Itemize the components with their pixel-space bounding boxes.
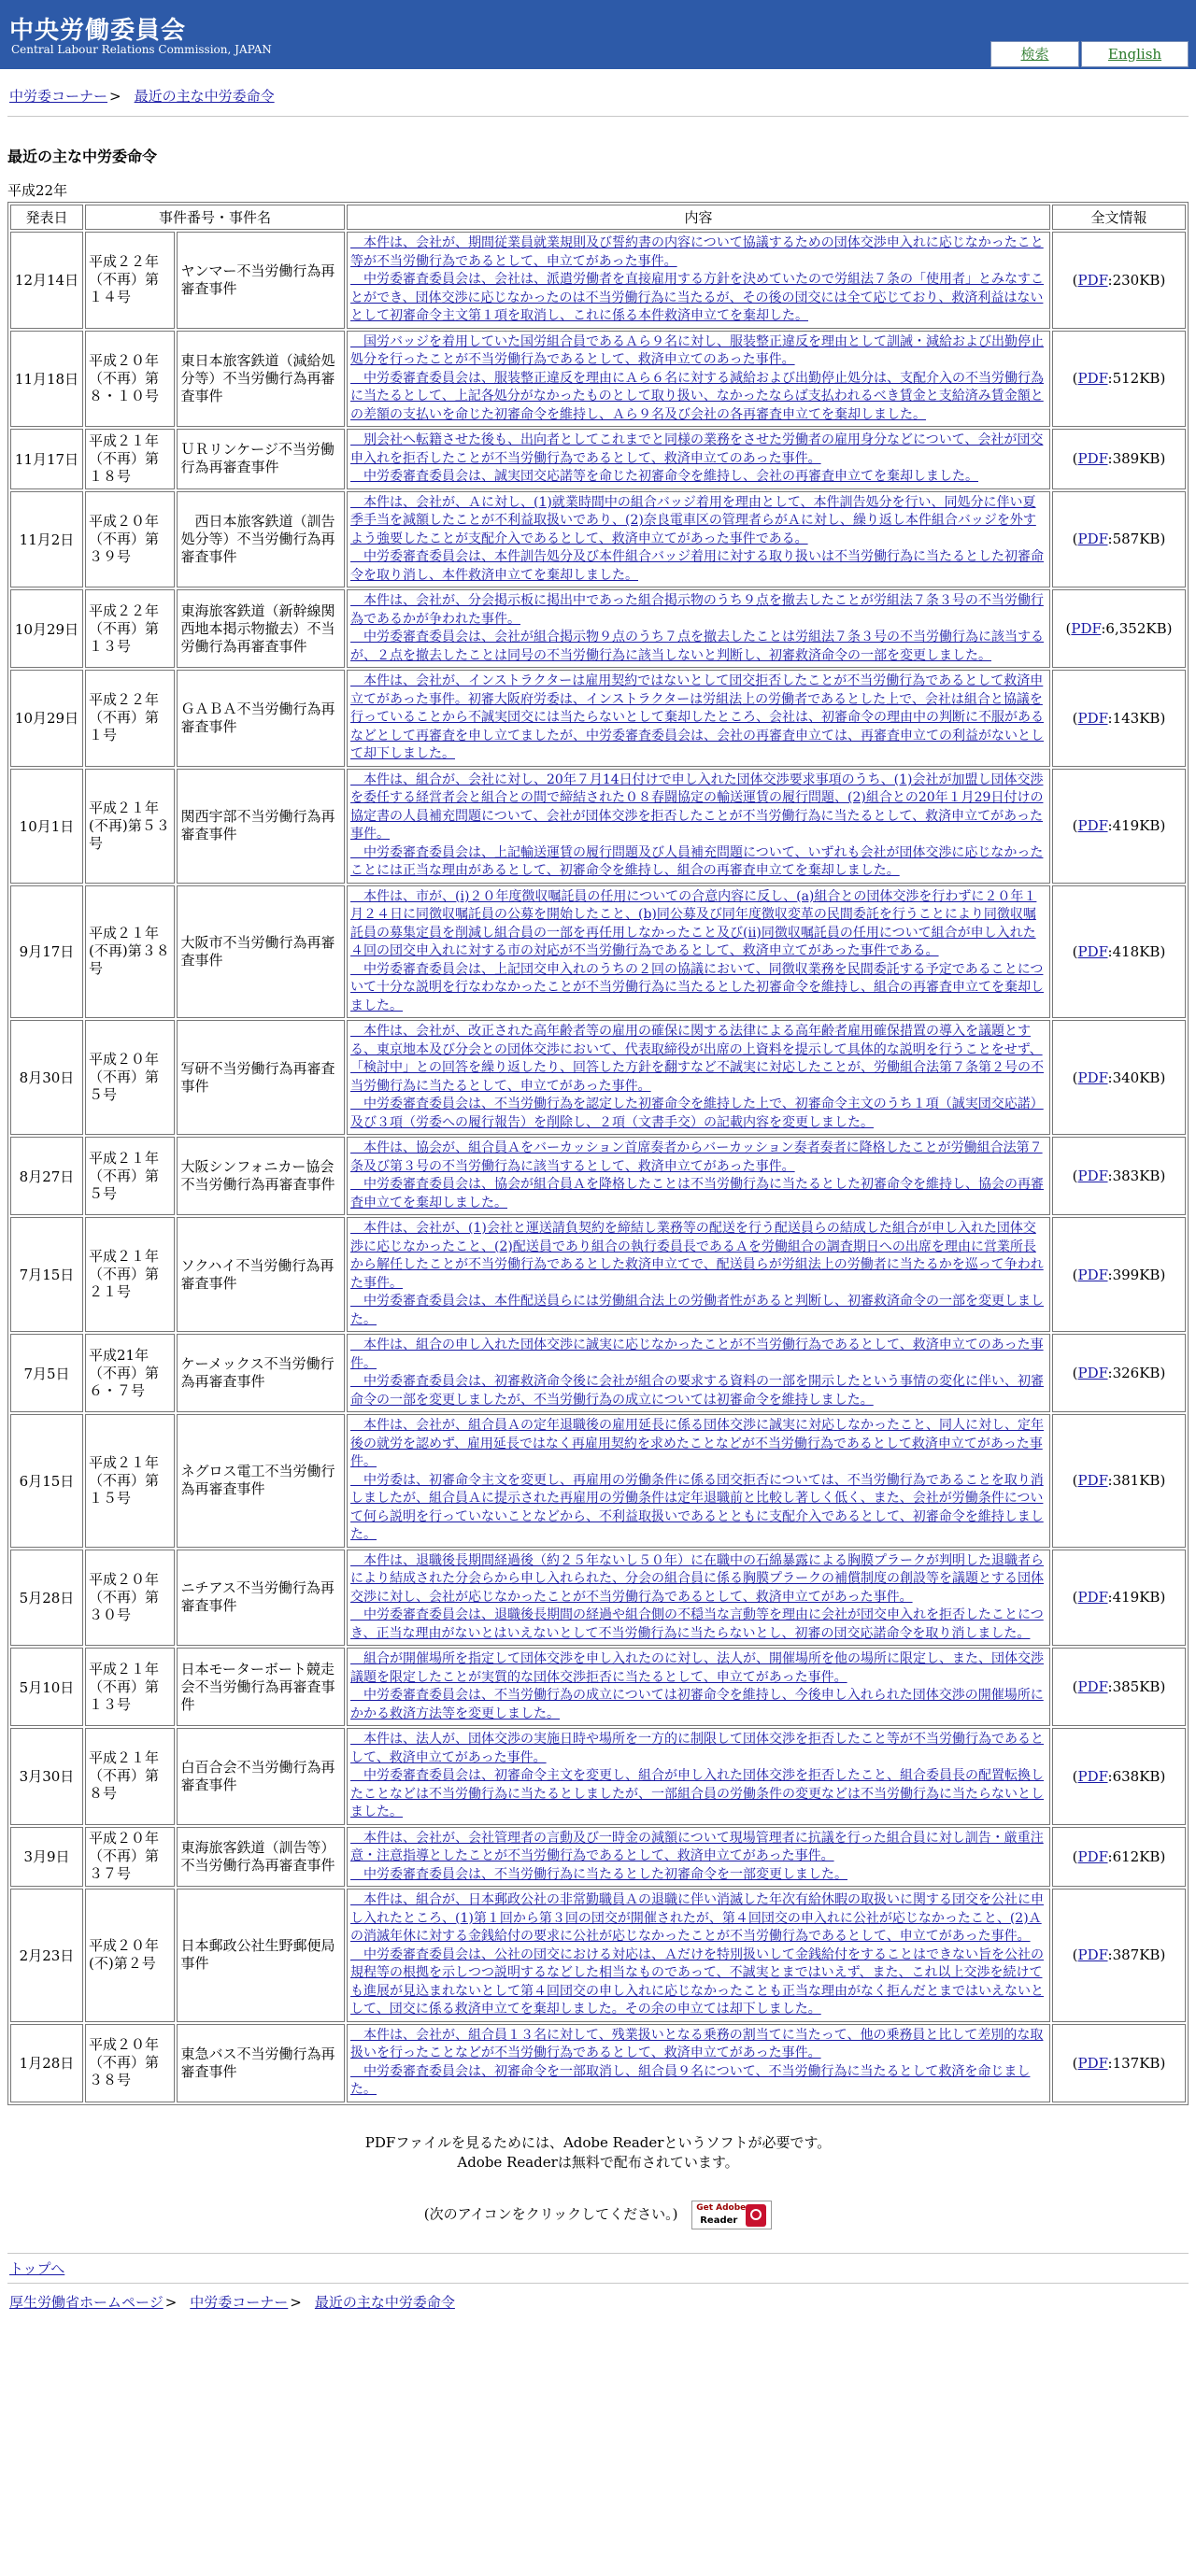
file-size: :387KB [1107, 1946, 1160, 1964]
badge-text: Reader [700, 2215, 738, 2226]
case-summary-link[interactable]: 本件は、会社が、組合員１３名に対して、残業扱いとなる乗務の割当てに当たって、他の乗務員と比して差別的な取扱いを行ったことなどが不当労働行為であるとして、救済申立てがあった事件。 中労委審査委員会は、初審命令を一部取消し、組合員９名について、不当労働行為に当たるとして救済を命じました。 [350, 2027, 1044, 2097]
release-date: 9月17日 [10, 885, 83, 1019]
case-summary-cell [347, 1827, 1050, 1888]
file-size: :6,352KB [1101, 620, 1167, 637]
breadcrumb-top [9, 86, 275, 106]
case-summary-cell [347, 769, 1050, 884]
case-name: ＧＡＢＡ不当労働行為再審査事件 [177, 670, 345, 767]
case-summary-cell [347, 1648, 1050, 1726]
breadcrumb-link[interactable]: 中労委コーナー [190, 2294, 289, 2311]
fulltext-cell: (PDF:418KB) [1052, 885, 1186, 1019]
table-row [10, 1550, 1186, 1647]
fulltext-cell: (PDF:143KB) [1052, 670, 1186, 767]
case-number: 平成２１年（不再）第１８号 [85, 429, 175, 489]
release-date: 3月9日 [10, 1827, 83, 1888]
case-name: 東海旅客鉄道（訓告等）不当労働行為再審査事件 [177, 1827, 345, 1888]
site-header [0, 0, 1196, 69]
pdf-link[interactable]: PDF [1077, 271, 1108, 289]
pdf-link[interactable]: PDF [1077, 942, 1108, 960]
pdf-link[interactable]: PDF [1077, 1266, 1108, 1283]
adobe-reader-row [0, 2201, 1196, 2229]
pdf-link[interactable]: PDF [1071, 620, 1102, 637]
case-number: 平成２０年（不再）第３０号 [85, 1550, 175, 1647]
pdf-link[interactable]: PDF [1077, 1365, 1108, 1381]
case-summary-cell [347, 1550, 1050, 1647]
case-summary-link[interactable]: 本件は、会社が、組合員Ａの定年退職後の雇用延長に係る団体交渉に誠実に対応しなかったこと、同人に対し、定年後の就労を認めず、雇用延長ではなく再雇用契約を求めたことなどが不当労働行為であるとして救済申立てがあった事件。 中労委は、初審命令主文を変更し、再雇用の労働条件に係る団交拒否については、不当労働行為であることを取り消しましたが、組合員Ａに提示された再雇用の労働条件は定年退職前と比較し著しく低く、また、会社が労働条件について何ら説明を行っていないことなどから、不利益取扱いであるとともに支配介入であるとして、初審命令を維持しました。 [350, 1418, 1044, 1542]
table-row [10, 1217, 1186, 1332]
divider [7, 2253, 1189, 2254]
pdf-link[interactable]: PDF [1077, 1767, 1108, 1785]
case-summary-cell [347, 1020, 1050, 1135]
release-date: 11月17日 [10, 429, 83, 489]
case-summary-link[interactable]: 本件は、協会が、組合員Ａをバーカッション首席奏者からバーカッション奏者奏者に降格したことが労働組合法第７条及び第３号の不当労働行為に該当するとして、救済申立てがあった事件。 中労委審査委員会は、協会が組合員Ａを降格したことは不当労働行為に当たるとした初審命令を維持し、協会の再審査申立てを棄却しました。 [350, 1140, 1044, 1210]
case-name: 西日本旅客鉄道（訓告処分等）不当労働行為再審査事件 [177, 491, 345, 588]
breadcrumb-separator: > [290, 2294, 302, 2311]
fulltext-cell: (PDF:385KB) [1052, 1648, 1186, 1726]
release-date: 10月1日 [10, 769, 83, 884]
breadcrumb-bottom [9, 2292, 455, 2312]
get-adobe-reader-icon[interactable] [691, 2201, 772, 2229]
pdf-link[interactable]: PDF [1077, 1168, 1108, 1184]
breadcrumb-link[interactable]: 中労委コーナー [9, 88, 108, 105]
year-label: 平成22年 [7, 182, 68, 199]
case-number: 平成２０年（不再）第３９号 [85, 491, 175, 588]
divider [7, 116, 1189, 117]
column-header-case: 事件番号・事件名 [85, 205, 345, 230]
case-summary-link[interactable]: 本件は、会社が、期間従業員就業規則及び誓約書の内容について協議するための団体交渉申入れに応じなかったこと等が不当労働行為であるとして、申立てがあった事件。 中労委審査委員会は、会社は、派遣労働者を直接雇用する方針を決めていたので労組法７条の「使用者」とみなすことができ、団体交渉に応じなかったのは不当労働行為に当たるが、その後の団交には全て応じており、救済利益はないとして初審命令主文第１項を取消し、これに係る本件救済申立てを棄却した。 [350, 235, 1044, 323]
pdf-link[interactable]: PDF [1077, 1678, 1108, 1695]
adobe-logo-icon [746, 2204, 766, 2227]
table-row [10, 1827, 1186, 1888]
table-row [10, 885, 1186, 1019]
pdf-link[interactable]: PDF [1077, 817, 1108, 834]
fulltext-cell: (PDF:612KB) [1052, 1827, 1186, 1888]
pdf-link[interactable]: PDF [1077, 2054, 1108, 2072]
pdf-link[interactable]: PDF [1077, 370, 1108, 388]
table-row [10, 1414, 1186, 1548]
table-row [10, 670, 1186, 767]
file-size: :143KB [1107, 709, 1160, 727]
pdf-link[interactable]: PDF [1077, 1847, 1108, 1865]
file-size: :340KB [1107, 1069, 1160, 1086]
case-number: 平成２２年（不再）第１３号 [85, 589, 175, 668]
fulltext-cell: (PDF:383KB) [1052, 1137, 1186, 1215]
case-number: 平成２１年(不再)第３８号 [85, 885, 175, 1019]
table-row [10, 232, 1186, 329]
case-name: ニチアス不当労働行為再審査事件 [177, 1550, 345, 1647]
case-number: 平成２１年（不再）第８号 [85, 1728, 175, 1825]
case-name: 大阪シンフォニカー協会不当労働行為再審査事件 [177, 1137, 345, 1215]
case-summary-link[interactable]: 本件は、組合の申し入れた団体交渉に誠実に応じなかったことが不当労働行為であるとして、救済申立てのあった事件。 中労委審査委員会は、初審救済命令後に会社が組合の要求する資料の一部を開示したという事情の変化に伴い、初審命令の一部を変更しましたが、不当労働行為の成立については初審命令を維持しました。 [350, 1338, 1044, 1408]
case-name: ケーメックス不当労働行為再審査事件 [177, 1334, 345, 1412]
case-number: 平成２１年（不再）第１３号 [85, 1648, 175, 1726]
case-summary-cell [347, 1414, 1050, 1548]
case-number: 平成２０年（不再）第８・１０号 [85, 331, 175, 428]
table-row [10, 1889, 1186, 2022]
release-date: 7月5日 [10, 1334, 83, 1412]
pdf-note-line: PDFファイルを見るためには、Adobe Readerというソフトが必要です。 [364, 2134, 832, 2151]
table-row [10, 769, 1186, 884]
release-date: 11月18日 [10, 331, 83, 428]
case-summary-cell [347, 331, 1050, 428]
case-name: 関西宇部不当労働行為再審査事件 [177, 769, 345, 884]
case-summary-cell [347, 1137, 1050, 1215]
release-date: 8月27日 [10, 1137, 83, 1215]
divider [7, 2283, 1189, 2284]
case-summary-link[interactable]: 本件は、会社が、インストラクターは雇用契約ではないとして団交拒否したことが不当労働行為であるとして救済申立てがあった事件。初審大阪府労委は、インストラクターは労組法上の労働者であるとした上で、会社は組合と協議を行っていることから不誠実団交には当たらないとして棄却したところ、会社は、初審命令の理由中の判断に不服があるなどとして再審査を申し立てましたが、中労委審査委員会は、会社の再審査申立ては、再審査申立ての利益がないとして却下しました。 [350, 673, 1044, 761]
top-link-row [9, 2258, 64, 2278]
case-summary-link[interactable]: 国労バッジを着用していた国労組合員であるＡら９名に対し、服装整正違反を理由として訓誡・減給および出勤停止処分を行ったことが不当労働行為であるとして、救済申立てのあった事件。 中労委審査委員会は、服装整正違反を理由にＡら６名に対する減給および出勤停止処分は、支配介入の不当労働行為に当たるとして、上記各処分がなかったものとして取り扱い、なかったならば支払われるべき賃金と支給済み賃金額との差額の支払いを命じた初審命令を維持し、Ａら９名及び会社の各再審査申立てを棄却しました。 [350, 333, 1044, 422]
case-summary-link[interactable]: 本件は、会社が、Ａに対し、(1)就業時間中の組合バッジ着用を理由として、本件訓告処分を行い、同処分に伴い夏季手当を減額したことが不利益取扱いであり、(2)奈良電車区の管理者らがＡに対し、繰り返し本件組合バッジを外すよう強要したことが支配介入であるとして、救済申立てがあった事件である。 中労委審査委員会は、本件訓告処分及び本件組合バッジ着用に対する取り扱いは不当労働行為に当たるとした初審命令を取り消し、本件救済申立てを棄却しました。 [350, 494, 1044, 583]
fulltext-cell: (PDF:419KB) [1052, 769, 1186, 884]
case-summary-link[interactable]: 本件は、市が、(i)２０年度徴収嘱託員の任用についての合意内容に反し、(a)組合との団体交渉を行わずに２０年１月２４日に同徴収嘱託員の公募を開始したこと、(b)同公募及び同年度徴収変革の民間委託を行うことにより同徴収嘱託員の募集定員を削減し組合員の一部を再任用しなかったこと及び(ii)同徴収嘱託員の任用について組合が申し入れた４回の団交申入れに対する市の対応が不当労働行為であるとして、救済申立てがあった事件である。 中労委審査委員会は、上記団交申入れのうちの２回の協議において、同徴収業務を民間委託する予定であることについて十分な説明を行なわなかったことが不当労働行為に当たるとした初審命令を維持し、組合の再審査申立てを棄却しました。 [350, 888, 1044, 1013]
case-summary-cell [347, 1334, 1050, 1412]
case-name: ＵＲリンケージ不当労働行為再審査事件 [177, 429, 345, 489]
case-name: ソクハイ不当労働行為再審査事件 [177, 1217, 345, 1332]
file-size: :419KB [1107, 817, 1160, 834]
pdf-link[interactable]: PDF [1077, 709, 1108, 727]
site-subtitle: Central Labour Relations Commission, JAPAN [11, 43, 272, 56]
fulltext-cell: (PDF:230KB) [1052, 232, 1186, 329]
case-number: 平成２１年（不再）第１５号 [85, 1414, 175, 1548]
release-date: 10月29日 [10, 589, 83, 668]
page-title: 最近の主な中労委命令 [7, 148, 158, 165]
fulltext-cell: (PDF:381KB) [1052, 1414, 1186, 1548]
top-link[interactable]: トップへ [9, 2260, 65, 2277]
case-number: 平成２２年（不再）第１号 [85, 670, 175, 767]
case-summary-link[interactable]: 本件は、会社が、(1)会社と運送請負契約を締結し業務等の配送を行う配送員らの結成した組合が申し入れた団体交渉に応じなかったこと、(2)配送員であり組合の執行委員長であるＡを労働組合の調査期日への出席を理由に営業所長から解任したことが不当労働行為であるとした救済申立てで、配送員らが労組法上の労働者に当たるかを巡って争われた事件。 中労委審査委員会は、本件配送員らには労働組合法上の労働者性があると判断し、初審救済命令の一部を変更しました。 [350, 1221, 1044, 1327]
case-summary-cell [347, 1889, 1050, 2022]
release-date: 8月30日 [10, 1020, 83, 1135]
case-name: 日本モーターボート競走会不当労働行為再審査事件 [177, 1648, 345, 1726]
release-date: 5月10日 [10, 1648, 83, 1726]
release-date: 1月28日 [10, 2024, 83, 2102]
file-size: :381KB [1107, 1472, 1160, 1490]
case-summary-cell [347, 589, 1050, 668]
release-date: 10月29日 [10, 670, 83, 767]
case-summary-link[interactable]: 本件は、組合が、日本郵政公社の非常勤職員Ａの退職に伴い消滅した年次有給休暇の取扱いに関する団交を公社に申し入れたところ、(1)第１回から第３回の団交が開催されたが、第４回団交の申入れに公社が応じなかったこと、(2)Ａの消滅年休に対する金銭給付の要求に公社が応じなかったことが不当労働行為であるとして、申立てがあった事件。 中労委審査委員会は、公社の団交における対応は、Ａだけを特別扱いして金銭給付をすることはできない旨を公社の規程等の根拠を示しつつ説明するなどした相当なものであって、不誠実とまではいえず、また、これ以上交渉を続けても進展が見込まれないとして第４回団交の申し入れに応じなかったことも正当な理由がなく拒んだとまではいえないとして、団交に係る救済申立てを棄却しました。その余の申立ては却下しました。 [350, 1892, 1044, 2017]
file-size: :419KB [1107, 1589, 1160, 1606]
file-size: :389KB [1107, 450, 1160, 468]
search-button[interactable] [990, 41, 1079, 67]
case-summary-link[interactable]: 本件は、会社が、改正された高年齢者等の雇用の確保に関する法律による高年齢者雇用確保措置の導入を議題とする、東京地本及び分会との団体交渉において、代表取締役が出席の上資料を提示して具体的な説明を行うことをせず、「検討中」との回答を繰り返したり、回答した方針を翻すなど不誠実に対応したことが、労働組合法第７条第２号の不当労働行為に当たるとして、申立てがあった事件。 中労委審査委員会は、不当労働行為を認定した初審命令を維持した上で、初審命令主文のうち１項（誠実団交応諾）及び３項（労委への履行報告）を削除し、２項（文書手交）の記載内容を変更しました。 [350, 1024, 1044, 1130]
file-size: :385KB [1107, 1678, 1160, 1695]
english-link[interactable]: English [1107, 46, 1162, 63]
case-number: 平成２２年（不再）第１４号 [85, 232, 175, 329]
table-row [10, 1334, 1186, 1412]
breadcrumb-link[interactable]: 最近の主な中労委命令 [134, 88, 275, 105]
release-date: 2月23日 [10, 1889, 83, 2022]
pdf-note [0, 2133, 1196, 2173]
english-button[interactable] [1081, 41, 1189, 67]
pdf-link[interactable]: PDF [1077, 1069, 1108, 1086]
table-row [10, 1648, 1186, 1726]
release-date: 6月15日 [10, 1414, 83, 1548]
case-number: 平成２０年（不再）第３８号 [85, 2024, 175, 2102]
case-number: 平成２０年（不再）第３７号 [85, 1827, 175, 1888]
table-row [10, 331, 1186, 428]
case-number: 平成21年（不再）第６・７号 [85, 1334, 175, 1412]
case-summary-link[interactable]: 本件は、組合が、会社に対し、20年７月14日付けで申し入れた団体交渉要求事項のうち、(1)会社が加盟し団体交渉を委任する経営者会と組合との間で締結された０８春闘協定の輸送運賃の履行問題、(2)組合との20年１月29日付けの協定書の人員補充問題について、会社が団体交渉を拒否したことが不当労働行為に当たるとして、救済申立てがあった事件。 中労委審査委員会は、上記輸送運賃の履行問題及び人員補充問題について、いずれも会社が団体交渉に応じなかったことには正当な理由があるとして、初審命令を維持し、組合の再審査申立てを棄却しました。 [350, 771, 1044, 878]
pdf-link[interactable]: PDF [1077, 1946, 1108, 1964]
fulltext-cell: (PDF:638KB) [1052, 1728, 1186, 1825]
case-name: 東海旅客鉄道（新幹線関西地本掲示物撤去）不当労働行為再審査事件 [177, 589, 345, 668]
table-row [10, 491, 1186, 588]
case-summary-link[interactable]: 別会社へ転籍させた後も、出向者としてこれまでと同様の業務をさせた労働者の雇用身分などについて、会社が団交申入れを拒否したことが不当労働行為であるとして、救済申立てのあった事件。 中労委審査委員会は、誠実団交応諾等を命じた初審命令を維持し、会社の再審査申立てを棄却しました。 [350, 432, 1044, 484]
release-date: 3月30日 [10, 1728, 83, 1825]
fulltext-cell: (PDF:137KB) [1052, 2024, 1186, 2102]
release-date: 12月14日 [10, 232, 83, 329]
column-header-fulltext: 全文情報 [1052, 205, 1186, 230]
breadcrumb-link[interactable]: 厚生労働省ホームページ [9, 2294, 164, 2311]
file-size: :399KB [1107, 1266, 1160, 1283]
site-title[interactable]: 中央労働委員会 [9, 17, 187, 45]
case-name: 日本郵政公社生野郵便局事件 [177, 1889, 345, 2022]
case-name: ネグロス電工不当労働行為再審査事件 [177, 1414, 345, 1548]
table-row [10, 1728, 1186, 1825]
file-size: :638KB [1107, 1767, 1160, 1785]
case-number: 平成２０年(不)第２号 [85, 1889, 175, 2022]
fulltext-cell: (PDF:389KB) [1052, 429, 1186, 489]
case-summary-cell [347, 232, 1050, 329]
table-row [10, 429, 1186, 489]
release-date: 5月28日 [10, 1550, 83, 1647]
file-size: :230KB [1107, 271, 1160, 289]
orders-table [7, 202, 1189, 2105]
case-summary-cell [347, 1728, 1050, 1825]
table-row [10, 589, 1186, 668]
file-size: :137KB [1107, 2054, 1160, 2072]
case-name: ヤンマー不当労働行為再審査事件 [177, 232, 345, 329]
case-number: 平成２１年(不再)第５３号 [85, 769, 175, 884]
table-row [10, 1020, 1186, 1135]
table-header-row [10, 205, 1186, 230]
file-size: :512KB [1107, 370, 1160, 388]
case-name: 白百合会不当労働行為再審査事件 [177, 1728, 345, 1825]
breadcrumb-link[interactable]: 最近の主な中労委命令 [314, 2294, 455, 2311]
pdf-link[interactable]: PDF [1077, 450, 1108, 468]
case-summary-cell [347, 491, 1050, 588]
table-row [10, 1137, 1186, 1215]
case-number: 平成２１年（不再）第５号 [85, 1137, 175, 1215]
search-link[interactable]: 検索 [1020, 46, 1049, 63]
click-icon-note: (次のアイコンをクリックしてください。) [423, 2205, 678, 2223]
case-summary-link[interactable]: 本件は、法人が、団体交渉の実施日時や場所を一方的に制限して団体交渉を拒否したこと等が不当労働行為であるとして、救済申立てがあった事件。 中労委審査委員会は、初審命令主文を変更し、組合が申し入れた団体交渉を拒否したこと、組合委員長の配置転換したことなどは不当労働行為に当たるとしましたが、一部組合員の労働条件の変更などは不当労働行為に当たらないとしました。 [350, 1732, 1044, 1819]
pdf-note-line: Adobe Readerは無料で配布されています。 [457, 2154, 739, 2171]
case-summary-link[interactable]: 本件は、会社が、会社管理者の言動及び一時金の減額について現場管理者に抗議を行った組合員に対し訓告・厳重注意・注意指導としたことが不当労働行為であるとして、救済申立てがあった事件。 中労委審査委員会は、不当労働行為に当たるとした初審命令を一部変更しました。 [350, 1830, 1044, 1882]
file-size: :383KB [1107, 1168, 1160, 1184]
case-summary-cell [347, 2024, 1050, 2102]
table-row [10, 2024, 1186, 2102]
breadcrumb-separator: > [109, 88, 121, 105]
case-number: 平成２０年（不再）第５号 [85, 1020, 175, 1135]
file-size: :418KB [1107, 942, 1160, 960]
file-size: :326KB [1107, 1365, 1160, 1381]
file-size: :587KB [1107, 531, 1160, 548]
fulltext-cell: (PDF:512KB) [1052, 331, 1186, 428]
case-name: 写研不当労働行為再審査事件 [177, 1020, 345, 1135]
case-name: 東日本旅客鉄道（減給処分等）不当労働行為再審査事件 [177, 331, 345, 428]
column-header-date: 発表日 [10, 205, 83, 230]
fulltext-cell: (PDF:387KB) [1052, 1889, 1186, 2022]
case-name: 大阪市不当労働行為再審査事件 [177, 885, 345, 1019]
pdf-link[interactable]: PDF [1077, 1472, 1108, 1490]
case-summary-link[interactable]: 組合が開催場所を指定して団体交渉を申し入れたのに対し、法人が、開催場所を他の場所に限定し、また、団体交渉議題を限定したことが実質的な団体交渉拒否に当たるとして、申立てがあった事件。 中労委審査委員会は、不当労働行為の成立については初審命令を維持し、今後申し入れられた団体交渉の開催場所にかかる救済方法等を変更しました。 [350, 1651, 1044, 1721]
column-header-content: 内容 [347, 205, 1050, 230]
fulltext-cell: (PDF:326KB) [1052, 1334, 1186, 1412]
pdf-link[interactable]: PDF [1077, 531, 1108, 548]
case-summary-cell [347, 1217, 1050, 1332]
fulltext-cell: (PDF:587KB) [1052, 491, 1186, 588]
breadcrumb-separator: > [164, 2294, 178, 2311]
fulltext-cell: (PDF:6,352KB) [1052, 589, 1186, 668]
release-date: 7月15日 [10, 1217, 83, 1332]
badge-text: Get Adobe [696, 2203, 747, 2213]
case-summary-link[interactable]: 本件は、会社が、分会掲示板に掲出中であった組合掲示物のうち９点を撤去したことが労組法７条３号の不当労働行為であるかが争われた事件。 中労委審査委員会は、会社が組合掲示物９点のうち７点を撤去したことは労組法７条３号の不当労働行為に該当するが、２点を撤去したことは同号の不当労働行為に該当しないと判断し、初審救済命令の一部を変更しました。 [350, 593, 1044, 663]
case-summary-cell [347, 670, 1050, 767]
case-number: 平成２１年（不再）第２１号 [85, 1217, 175, 1332]
case-name: 東急バス不当労働行為再審査事件 [177, 2024, 345, 2102]
release-date: 11月2日 [10, 491, 83, 588]
case-summary-cell [347, 429, 1050, 489]
fulltext-cell: (PDF:399KB) [1052, 1217, 1186, 1332]
fulltext-cell: (PDF:340KB) [1052, 1020, 1186, 1135]
file-size: :612KB [1107, 1847, 1160, 1865]
pdf-link[interactable]: PDF [1077, 1589, 1108, 1606]
fulltext-cell: (PDF:419KB) [1052, 1550, 1186, 1647]
case-summary-cell [347, 885, 1050, 1019]
case-summary-link[interactable]: 本件は、退職後長期間経過後（約２５年ないし５０年）に在職中の石綿暴露による胸膜プラークが判明した退職者らにより結成された分会らから申し入れられた、分会の組合員に係る胸膜プラークの補償制度の創設等を議題とする団体交渉に対し、会社が応じなかったことが不当労働行為であるとして、救済申立てがあった事件。 中労委審査委員会は、退職後長期間の経過や組合側の不穏当な言動等を理由に会社が団交申入れを拒否したことにつき、正当な理由がないとはいえないとして不当労働行為に当たらないとし、初審の団交応諾命令を取り消しました。 [350, 1552, 1044, 1641]
